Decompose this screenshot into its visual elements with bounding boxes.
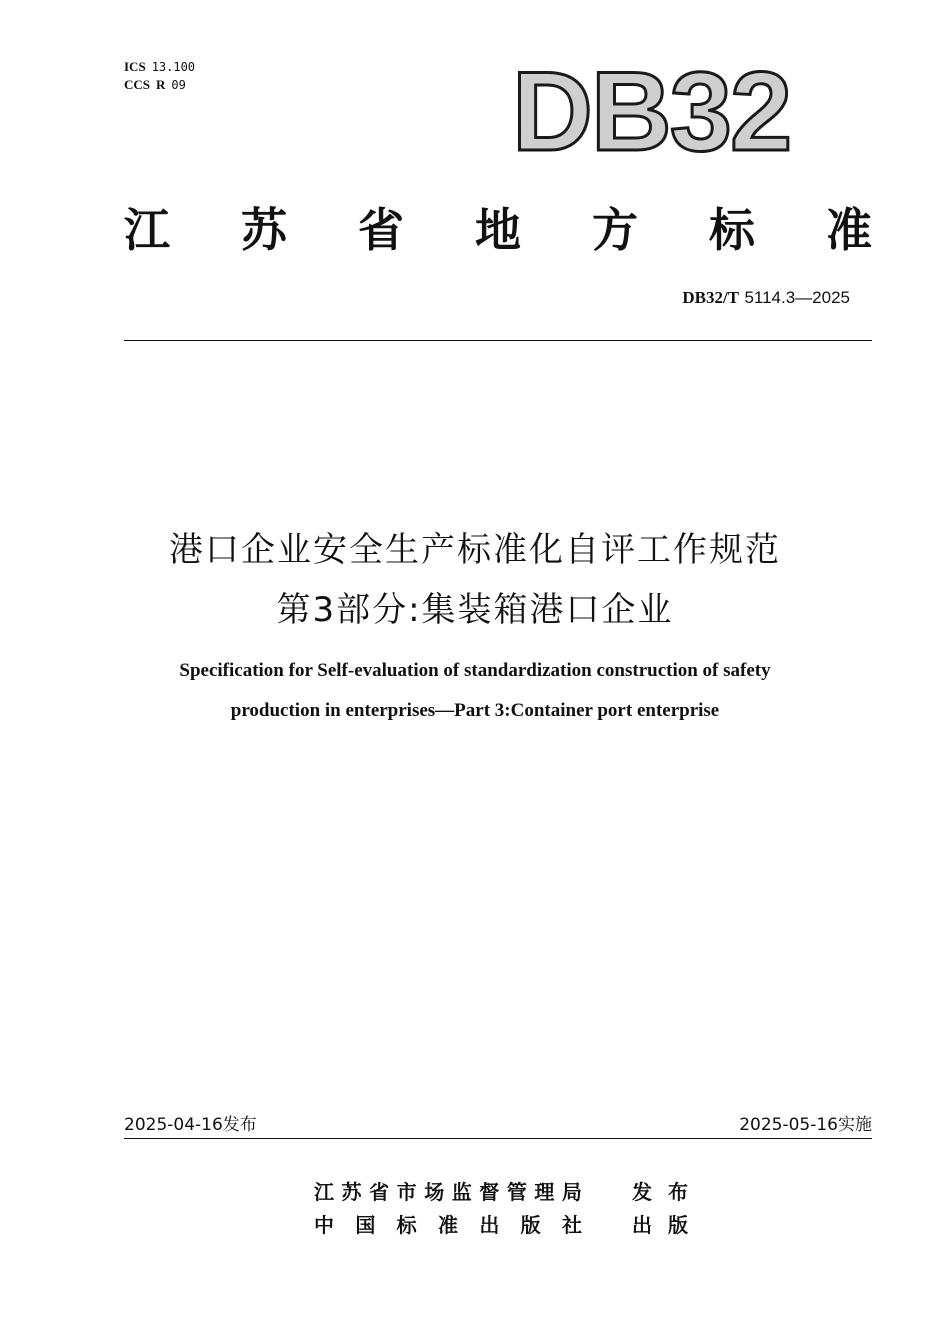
- publisher-press: [314, 1209, 688, 1238]
- publisher-action: [632, 1209, 688, 1238]
- publisher-issuer: [314, 1176, 688, 1205]
- publisher-action-char: 布: [668, 1180, 688, 1204]
- ics-label: ICS: [124, 59, 146, 74]
- implementation-date: 2025-05-16实施: [739, 1115, 872, 1135]
- classification-codes: [124, 58, 195, 94]
- ics-line: [124, 58, 195, 76]
- publisher-char: 中: [314, 1213, 334, 1237]
- publisher-char: 社: [561, 1213, 582, 1237]
- publisher-char: 国: [355, 1213, 376, 1237]
- publisher-char: 出: [479, 1213, 500, 1237]
- publisher-char: 准: [437, 1213, 458, 1237]
- ccs-value: 09: [171, 78, 186, 92]
- standard-number-value: 5114.3—2025: [744, 288, 850, 307]
- title-cn-line1: 港口企业安全生产标准化自评工作规范: [169, 530, 781, 570]
- publisher-char: 管: [506, 1180, 527, 1204]
- publisher-char: 市: [396, 1180, 417, 1204]
- org-title-char: 地: [475, 203, 521, 257]
- publisher-action-char: 发: [632, 1180, 652, 1204]
- publisher-char: 江: [314, 1180, 334, 1204]
- publisher-name: [314, 1209, 582, 1238]
- title-en-line1: Specification for Self-evaluation of standardization construction of safety: [179, 660, 771, 681]
- org-title-char: 标: [709, 203, 755, 257]
- bottom-divider: [124, 1138, 872, 1139]
- publisher-char: 督: [479, 1180, 500, 1204]
- standard-number: [682, 288, 850, 308]
- title-en-line2: production in enterprises—Part 3:Container port enterprise: [230, 700, 720, 721]
- publisher-char: 局: [561, 1180, 582, 1204]
- top-divider: [124, 340, 872, 341]
- ccs-label: CCS: [124, 77, 151, 92]
- org-title: [124, 200, 872, 260]
- org-title-char: 方: [592, 203, 638, 257]
- publisher-char: 监: [451, 1180, 472, 1204]
- ccs-line: [124, 76, 195, 94]
- standard-number-prefix: DB32/T: [682, 288, 740, 307]
- publisher-char: 苏: [341, 1180, 362, 1204]
- db32-logo: DB32: [512, 49, 791, 174]
- publisher-action: [632, 1176, 688, 1205]
- publisher-char: 理: [534, 1180, 555, 1204]
- ccs-code: R: [156, 77, 166, 92]
- org-title-char: 省: [358, 203, 404, 257]
- org-title-char: 江: [124, 203, 170, 257]
- org-title-char: 准: [826, 203, 872, 257]
- publisher-action-char: 版: [668, 1213, 688, 1237]
- publisher-char: 版: [520, 1213, 541, 1237]
- issue-date: 2025-04-16发布: [124, 1115, 257, 1135]
- org-title-char: 苏: [241, 203, 287, 257]
- publisher-char: 标: [396, 1213, 417, 1237]
- title-cn-line2: 第3部分:集装箱港口企业: [276, 590, 674, 630]
- publisher-action-char: 出: [632, 1213, 652, 1237]
- publisher-char: 场: [424, 1180, 445, 1204]
- publisher-char: 省: [369, 1180, 390, 1204]
- publisher-name: [314, 1176, 582, 1205]
- ics-value: 13.100: [151, 60, 196, 74]
